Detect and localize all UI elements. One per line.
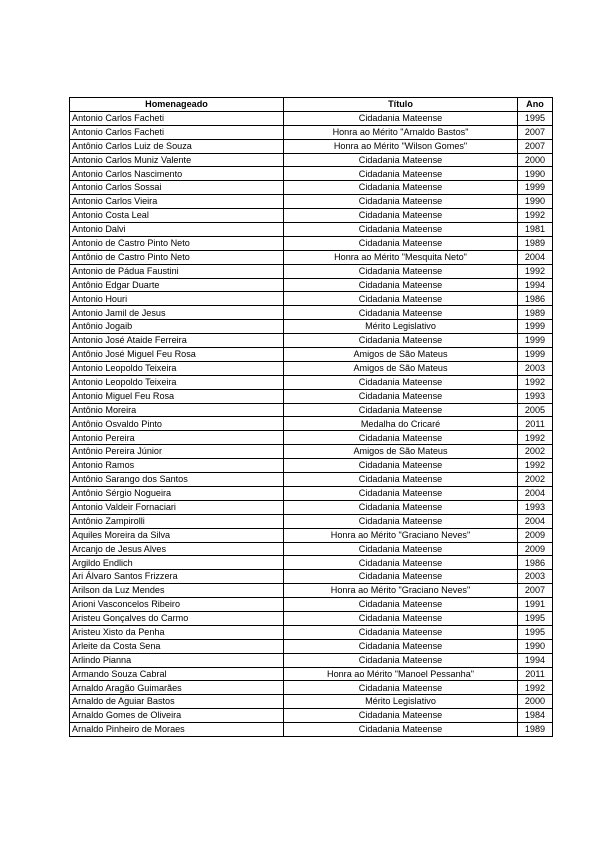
- honoree-cell: Antônio Sérgio Nogueira: [70, 486, 284, 500]
- title-cell: Cidadania Mateense: [284, 334, 518, 348]
- honoree-cell: Antonio Pereira: [70, 431, 284, 445]
- honorees-table: [69, 97, 553, 737]
- year-cell: 1993: [518, 500, 553, 514]
- table-row: [70, 375, 553, 389]
- honoree-cell: Antonio Dalvi: [70, 223, 284, 237]
- year-cell: 1990: [518, 639, 553, 653]
- title-cell: Cidadania Mateense: [284, 375, 518, 389]
- year-cell: 2007: [518, 584, 553, 598]
- title-cell: Cidadania Mateense: [284, 459, 518, 473]
- title-cell: Cidadania Mateense: [284, 181, 518, 195]
- title-cell: Amigos de São Mateus: [284, 361, 518, 375]
- year-cell: 1999: [518, 320, 553, 334]
- year-cell: 2005: [518, 403, 553, 417]
- table-row: [70, 598, 553, 612]
- honoree-cell: Antônio José Miguel Feu Rosa: [70, 348, 284, 362]
- year-cell: 1989: [518, 306, 553, 320]
- honoree-cell: Arioni Vasconcelos Ribeiro: [70, 598, 284, 612]
- title-cell: Cidadania Mateense: [284, 500, 518, 514]
- year-cell: 2002: [518, 473, 553, 487]
- honoree-cell: Antonio Carlos Facheti: [70, 111, 284, 125]
- honoree-cell: Antônio Sarango dos Santos: [70, 473, 284, 487]
- honoree-cell: Antonio Leopoldo Teixeira: [70, 375, 284, 389]
- column-header-year: Ano: [518, 98, 553, 112]
- year-cell: 1992: [518, 264, 553, 278]
- title-cell: Honra ao Mérito "Manoel Pessanha": [284, 667, 518, 681]
- year-cell: 1999: [518, 334, 553, 348]
- year-cell: 1994: [518, 278, 553, 292]
- title-cell: Cidadania Mateense: [284, 209, 518, 223]
- table-row: [70, 556, 553, 570]
- title-cell: Honra ao Mérito "Wilson Gomes": [284, 139, 518, 153]
- table-row: [70, 445, 553, 459]
- title-cell: Cidadania Mateense: [284, 514, 518, 528]
- honoree-cell: Arleite da Costa Sena: [70, 639, 284, 653]
- table-row: [70, 334, 553, 348]
- honoree-cell: Antônio de Castro Pinto Neto: [70, 250, 284, 264]
- honoree-cell: Arnaldo de Aguiar Bastos: [70, 695, 284, 709]
- year-cell: 2011: [518, 417, 553, 431]
- year-cell: 2000: [518, 153, 553, 167]
- title-cell: Honra ao Mérito "Graciano Neves": [284, 584, 518, 598]
- table-row: [70, 306, 553, 320]
- year-cell: 1990: [518, 195, 553, 209]
- table-row: [70, 264, 553, 278]
- year-cell: 2004: [518, 250, 553, 264]
- table-row: [70, 139, 553, 153]
- title-cell: Amigos de São Mateus: [284, 445, 518, 459]
- year-cell: 1991: [518, 598, 553, 612]
- year-cell: 2009: [518, 542, 553, 556]
- title-cell: Cidadania Mateense: [284, 542, 518, 556]
- honoree-cell: Antonio José Ataide Ferreira: [70, 334, 284, 348]
- honoree-cell: Antonio Jamil de Jesus: [70, 306, 284, 320]
- title-cell: Cidadania Mateense: [284, 723, 518, 737]
- title-cell: Cidadania Mateense: [284, 625, 518, 639]
- table-body: [70, 111, 553, 736]
- title-cell: Cidadania Mateense: [284, 236, 518, 250]
- year-cell: 1992: [518, 375, 553, 389]
- table-row: [70, 153, 553, 167]
- title-cell: Cidadania Mateense: [284, 639, 518, 653]
- honoree-cell: Antonio Carlos Sossai: [70, 181, 284, 195]
- title-cell: Cidadania Mateense: [284, 111, 518, 125]
- year-cell: 2004: [518, 514, 553, 528]
- year-cell: 1989: [518, 723, 553, 737]
- year-cell: 2007: [518, 125, 553, 139]
- honoree-cell: Antonio Carlos Facheti: [70, 125, 284, 139]
- honoree-cell: Arcanjo de Jesus Alves: [70, 542, 284, 556]
- honoree-cell: Antônio Zampirolli: [70, 514, 284, 528]
- year-cell: 1990: [518, 167, 553, 181]
- year-cell: 1984: [518, 709, 553, 723]
- title-cell: Cidadania Mateense: [284, 431, 518, 445]
- table-row: [70, 348, 553, 362]
- table-row: [70, 681, 553, 695]
- honoree-cell: Antônio Pereira Júnior: [70, 445, 284, 459]
- table-row: [70, 542, 553, 556]
- table-row: [70, 653, 553, 667]
- honoree-cell: Antônio Carlos Luiz de Souza: [70, 139, 284, 153]
- title-cell: Cidadania Mateense: [284, 195, 518, 209]
- year-cell: 1992: [518, 459, 553, 473]
- title-cell: Cidadania Mateense: [284, 709, 518, 723]
- title-cell: Cidadania Mateense: [284, 153, 518, 167]
- title-cell: Honra ao Mérito "Mesquita Neto": [284, 250, 518, 264]
- year-cell: 2002: [518, 445, 553, 459]
- honoree-cell: Arlindo Pianna: [70, 653, 284, 667]
- honoree-cell: Antonio Houri: [70, 292, 284, 306]
- honoree-cell: Antonio Costa Leal: [70, 209, 284, 223]
- table-row: [70, 584, 553, 598]
- title-cell: Cidadania Mateense: [284, 292, 518, 306]
- table-row: [70, 389, 553, 403]
- table-row: [70, 695, 553, 709]
- title-cell: Medalha do Cricaré: [284, 417, 518, 431]
- table-row: [70, 500, 553, 514]
- table-row: [70, 195, 553, 209]
- title-cell: Cidadania Mateense: [284, 556, 518, 570]
- table-row: [70, 486, 553, 500]
- table-row: [70, 667, 553, 681]
- title-cell: Cidadania Mateense: [284, 681, 518, 695]
- year-cell: 1992: [518, 681, 553, 695]
- title-cell: Cidadania Mateense: [284, 570, 518, 584]
- honoree-cell: Armando Souza Cabral: [70, 667, 284, 681]
- year-cell: 2004: [518, 486, 553, 500]
- table-row: [70, 625, 553, 639]
- table-row: [70, 361, 553, 375]
- table-row: [70, 473, 553, 487]
- honoree-cell: Arilson da Luz Mendes: [70, 584, 284, 598]
- honoree-cell: Antônio Jogaib: [70, 320, 284, 334]
- year-cell: 1995: [518, 625, 553, 639]
- year-cell: 1992: [518, 431, 553, 445]
- title-cell: Cidadania Mateense: [284, 611, 518, 625]
- honoree-cell: Antônio Moreira: [70, 403, 284, 417]
- title-cell: Cidadania Mateense: [284, 264, 518, 278]
- table-row: [70, 167, 553, 181]
- year-cell: 2003: [518, 361, 553, 375]
- honoree-cell: Argildo Endlich: [70, 556, 284, 570]
- honoree-cell: Aristeu Xisto da Penha: [70, 625, 284, 639]
- table-row: [70, 223, 553, 237]
- table-row: [70, 723, 553, 737]
- title-cell: Cidadania Mateense: [284, 389, 518, 403]
- year-cell: 1986: [518, 292, 553, 306]
- title-cell: Cidadania Mateense: [284, 167, 518, 181]
- table-row: [70, 209, 553, 223]
- honoree-cell: Aristeu Gonçalves do Carmo: [70, 611, 284, 625]
- honoree-cell: Arnaldo Pinheiro de Moraes: [70, 723, 284, 737]
- year-cell: 1992: [518, 209, 553, 223]
- table-row: [70, 514, 553, 528]
- column-header-honoree: Homenageado: [70, 98, 284, 112]
- table-row: [70, 125, 553, 139]
- year-cell: 2007: [518, 139, 553, 153]
- honoree-cell: Antonio Carlos Nascimento: [70, 167, 284, 181]
- year-cell: 1986: [518, 556, 553, 570]
- honoree-cell: Antonio Valdeir Fornaciari: [70, 500, 284, 514]
- title-cell: Honra ao Mérito "Graciano Neves": [284, 528, 518, 542]
- honoree-cell: Aquiles Moreira da Silva: [70, 528, 284, 542]
- table-row: [70, 292, 553, 306]
- year-cell: 2000: [518, 695, 553, 709]
- title-cell: Cidadania Mateense: [284, 278, 518, 292]
- table-row: [70, 250, 553, 264]
- title-cell: Honra ao Mérito "Arnaldo Bastos": [284, 125, 518, 139]
- year-cell: 1995: [518, 111, 553, 125]
- table-row: [70, 459, 553, 473]
- table-row: [70, 111, 553, 125]
- table-row: [70, 403, 553, 417]
- year-cell: 2011: [518, 667, 553, 681]
- title-cell: Cidadania Mateense: [284, 403, 518, 417]
- table-row: [70, 611, 553, 625]
- title-cell: Amigos de São Mateus: [284, 348, 518, 362]
- table-row: [70, 570, 553, 584]
- table-row: [70, 278, 553, 292]
- honoree-cell: Antonio Carlos Muniz Valente: [70, 153, 284, 167]
- year-cell: 1981: [518, 223, 553, 237]
- table-row: [70, 181, 553, 195]
- honoree-cell: Antonio Miguel Feu Rosa: [70, 389, 284, 403]
- year-cell: 1999: [518, 348, 553, 362]
- honoree-cell: Antônio Edgar Duarte: [70, 278, 284, 292]
- title-cell: Cidadania Mateense: [284, 306, 518, 320]
- title-cell: Cidadania Mateense: [284, 473, 518, 487]
- title-cell: Cidadania Mateense: [284, 598, 518, 612]
- title-cell: Mérito Legislativo: [284, 320, 518, 334]
- title-cell: Cidadania Mateense: [284, 486, 518, 500]
- table-row: [70, 709, 553, 723]
- honoree-cell: Arnaldo Aragão Guimarães: [70, 681, 284, 695]
- title-cell: Cidadania Mateense: [284, 223, 518, 237]
- honoree-cell: Antonio de Pádua Faustini: [70, 264, 284, 278]
- year-cell: 1995: [518, 611, 553, 625]
- table-row: [70, 639, 553, 653]
- year-cell: 2009: [518, 528, 553, 542]
- honoree-cell: Antonio Carlos Vieira: [70, 195, 284, 209]
- honoree-cell: Antonio de Castro Pinto Neto: [70, 236, 284, 250]
- year-cell: 1989: [518, 236, 553, 250]
- title-cell: Cidadania Mateense: [284, 653, 518, 667]
- year-cell: 1999: [518, 181, 553, 195]
- year-cell: 2003: [518, 570, 553, 584]
- table-row: [70, 431, 553, 445]
- table-row: [70, 417, 553, 431]
- year-cell: 1994: [518, 653, 553, 667]
- honoree-cell: Arnaldo Gomes de Oliveira: [70, 709, 284, 723]
- table-row: [70, 236, 553, 250]
- column-header-title: Título: [284, 98, 518, 112]
- honoree-cell: Ari Álvaro Santos Frizzera: [70, 570, 284, 584]
- table-header-row: [70, 98, 553, 112]
- honoree-cell: Antonio Ramos: [70, 459, 284, 473]
- table-row: [70, 320, 553, 334]
- honoree-cell: Antônio Osvaldo Pinto: [70, 417, 284, 431]
- title-cell: Mérito Legislativo: [284, 695, 518, 709]
- honoree-cell: Antonio Leopoldo Teixeira: [70, 361, 284, 375]
- year-cell: 1993: [518, 389, 553, 403]
- table-row: [70, 528, 553, 542]
